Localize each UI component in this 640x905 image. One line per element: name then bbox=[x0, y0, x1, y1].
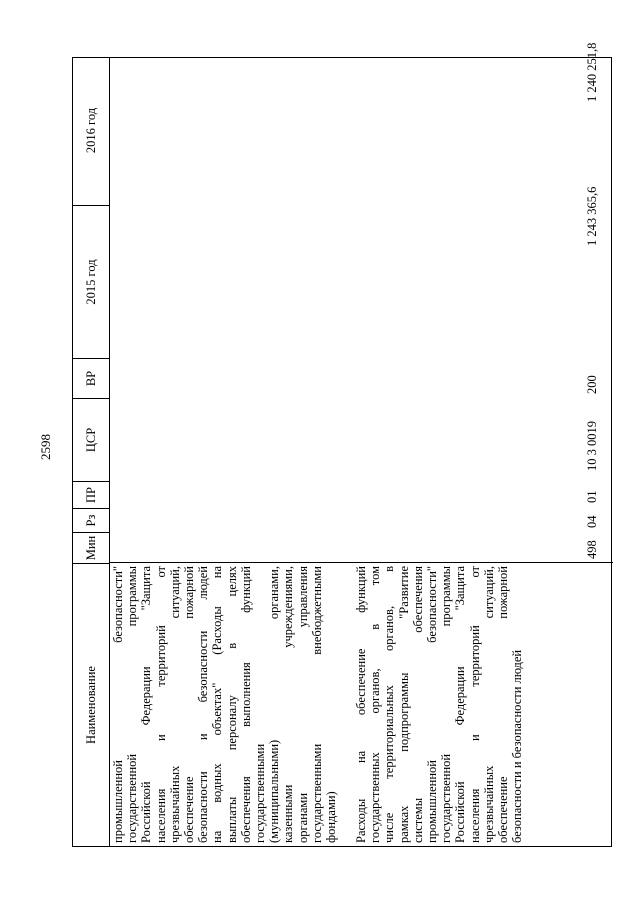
table-header bbox=[73, 58, 110, 846]
name-line: чрезвычайных ситуаций, bbox=[481, 566, 496, 843]
header-min: Мин bbox=[73, 532, 109, 563]
name-line: органами управления bbox=[295, 566, 310, 843]
header-csr: ЦСР bbox=[73, 398, 109, 481]
name-line: промышленной безопасности" bbox=[425, 566, 440, 843]
name-line: чрезвычайных ситуаций, bbox=[167, 566, 182, 843]
header-pr: ПР bbox=[73, 481, 109, 508]
name-line: числе территориальных органов, в bbox=[382, 566, 397, 843]
row2-2016: 1 240 251,8 bbox=[585, 42, 599, 102]
name-line: государственной программы bbox=[439, 566, 454, 843]
name-line: системы обеспечения bbox=[410, 566, 425, 843]
table-body bbox=[109, 42, 613, 846]
page-number: 2598 bbox=[38, 434, 53, 460]
name-line: промышленной безопасности" bbox=[111, 566, 125, 843]
header-rz: Рз bbox=[73, 508, 109, 532]
row2-pr: 01 bbox=[585, 490, 599, 503]
header-vr: ВР bbox=[73, 358, 109, 398]
header-name: Наименование bbox=[73, 563, 109, 846]
header-2015: 2015 год bbox=[73, 205, 109, 358]
name-line: рамках подпрограммы "Развитие bbox=[396, 566, 411, 843]
name-line: обеспечение пожарной bbox=[182, 566, 197, 843]
name-line: безопасности и безопасности людей bbox=[196, 566, 211, 843]
name-line: Российской Федерации "Защита bbox=[139, 566, 154, 843]
name-line: государственных органов, в том bbox=[368, 566, 383, 843]
name-line: населения и территорий от bbox=[467, 566, 482, 843]
row2-min: 498 bbox=[585, 540, 599, 559]
name-line: государственными bbox=[253, 743, 268, 843]
row2-vr: 200 bbox=[585, 375, 599, 394]
row2-2015: 1 243 365,6 bbox=[585, 186, 599, 246]
name-line: Расходы на обеспечение функций bbox=[354, 566, 368, 843]
name-line: на водных объектах" (Расходы на bbox=[210, 566, 225, 843]
name-line: казенными учреждениями, bbox=[281, 566, 296, 843]
name-line: населения и территорий от bbox=[153, 566, 168, 843]
budget-table bbox=[72, 42, 612, 847]
name-line: безопасности и безопасности людей bbox=[510, 649, 525, 843]
name-line: (муниципальными) органами, bbox=[267, 566, 282, 843]
name-line: государственными внебюджетными bbox=[309, 566, 324, 843]
name-line: обеспечения выполнения функций bbox=[238, 566, 253, 843]
row2-csr: 10 3 0019 bbox=[585, 421, 599, 471]
table-row-name-cell bbox=[354, 563, 524, 846]
row2-rz: 04 bbox=[585, 515, 599, 528]
name-line: фондами) bbox=[324, 791, 339, 843]
name-line: выплаты персоналу в целях bbox=[224, 566, 239, 843]
table-row-name-cell bbox=[111, 563, 338, 846]
header-2016: 2016 год bbox=[83, 107, 98, 154]
name-line: Российской Федерации "Защита bbox=[453, 566, 468, 843]
rotated-table-container bbox=[72, 42, 612, 847]
name-line: государственной программы bbox=[125, 566, 140, 843]
name-line: обеспечение пожарной bbox=[496, 566, 511, 843]
